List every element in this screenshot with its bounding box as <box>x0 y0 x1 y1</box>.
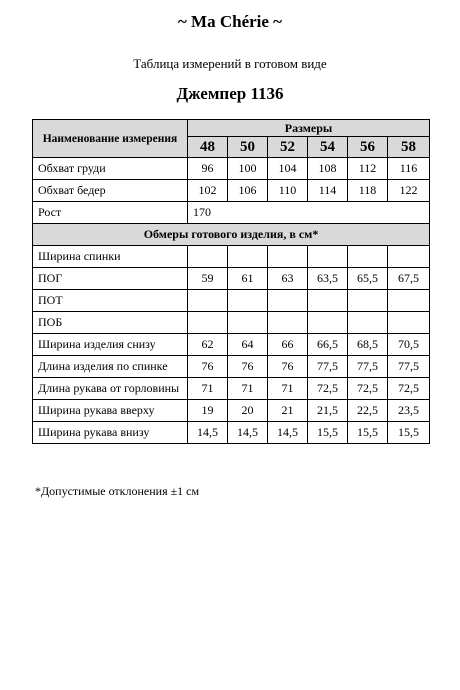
table-row <box>33 202 430 224</box>
value-cell: 21 <box>268 400 308 422</box>
value-cell: 108 <box>308 158 348 180</box>
table-row <box>33 400 430 422</box>
value-cell: 122 <box>388 180 430 202</box>
size-cell: 50 <box>228 137 268 158</box>
value-cell: 100 <box>228 158 268 180</box>
size-cell: 52 <box>268 137 308 158</box>
table-row <box>33 180 430 202</box>
row-label: Ширина рукава вверху <box>33 400 188 422</box>
table-row <box>33 334 430 356</box>
value-cell: 76 <box>188 356 228 378</box>
value-cell: 14,5 <box>228 422 268 444</box>
value-cell <box>268 290 308 312</box>
row-label: ПОГ <box>33 268 188 290</box>
table-row <box>33 356 430 378</box>
value-cell <box>188 290 228 312</box>
brand-title: ~ Ma Chérie ~ <box>177 12 283 31</box>
value-cell: 70,5 <box>388 334 430 356</box>
value-cell: 76 <box>268 356 308 378</box>
value-cell <box>268 246 308 268</box>
row-label: ПОБ <box>33 312 188 334</box>
size-cell: 58 <box>388 137 430 158</box>
value-cell <box>348 246 388 268</box>
value-cell: 63,5 <box>308 268 348 290</box>
measurement-name-header: Наименование измерения <box>33 120 188 158</box>
value-cell: 71 <box>268 378 308 400</box>
section-row <box>33 224 430 246</box>
value-cell: 63 <box>268 268 308 290</box>
row-label: Ширина изделия снизу <box>33 334 188 356</box>
value-cell: 114 <box>308 180 348 202</box>
table-row <box>33 378 430 400</box>
value-cell: 77,5 <box>308 356 348 378</box>
row-label: ПОТ <box>33 290 188 312</box>
value-cell: 22,5 <box>348 400 388 422</box>
value-cell <box>388 290 430 312</box>
value-cell: 106 <box>228 180 268 202</box>
value-cell <box>308 312 348 334</box>
value-cell: 72,5 <box>388 378 430 400</box>
value-cell <box>228 290 268 312</box>
value-cell <box>188 246 228 268</box>
value-cell: 14,5 <box>188 422 228 444</box>
row-label: Обхват груди <box>33 158 188 180</box>
value-cell: 72,5 <box>348 378 388 400</box>
table-row <box>33 158 430 180</box>
value-cell: 61 <box>228 268 268 290</box>
value-cell: 20 <box>228 400 268 422</box>
row-label: Рост <box>33 202 188 224</box>
height-value: 170 <box>188 202 430 224</box>
table-row <box>33 290 430 312</box>
product-title: Джемпер 1136 <box>176 84 284 103</box>
value-cell <box>388 312 430 334</box>
table-row <box>33 268 430 290</box>
value-cell <box>228 312 268 334</box>
value-cell: 15,5 <box>308 422 348 444</box>
row-label: Длина рукава от горловины <box>33 378 188 400</box>
value-cell: 116 <box>388 158 430 180</box>
value-cell: 118 <box>348 180 388 202</box>
value-cell: 62 <box>188 334 228 356</box>
size-cell: 48 <box>188 137 228 158</box>
value-cell: 76 <box>228 356 268 378</box>
value-cell <box>268 312 308 334</box>
value-cell <box>348 290 388 312</box>
value-cell: 72,5 <box>308 378 348 400</box>
value-cell: 19 <box>188 400 228 422</box>
sizes-header: Размеры <box>188 120 430 137</box>
document-subtitle: Таблица измерений в готовом виде <box>133 56 327 71</box>
value-cell: 102 <box>188 180 228 202</box>
value-cell: 110 <box>268 180 308 202</box>
value-cell: 71 <box>188 378 228 400</box>
value-cell <box>228 246 268 268</box>
value-cell <box>348 312 388 334</box>
value-cell: 67,5 <box>388 268 430 290</box>
section-header: Обмеры готового изделия, в см* <box>33 224 430 246</box>
table-row <box>33 312 430 334</box>
value-cell <box>188 312 228 334</box>
measurements-table <box>32 119 430 444</box>
table-row <box>33 246 430 268</box>
row-label: Ширина рукава внизу <box>33 422 188 444</box>
row-label: Длина изделия по спинке <box>33 356 188 378</box>
value-cell: 77,5 <box>388 356 430 378</box>
value-cell: 59 <box>188 268 228 290</box>
value-cell: 15,5 <box>348 422 388 444</box>
value-cell: 64 <box>228 334 268 356</box>
row-label: Обхват бедер <box>33 180 188 202</box>
value-cell: 23,5 <box>388 400 430 422</box>
value-cell: 14,5 <box>268 422 308 444</box>
value-cell: 96 <box>188 158 228 180</box>
size-cell: 56 <box>348 137 388 158</box>
value-cell: 68,5 <box>348 334 388 356</box>
value-cell: 65,5 <box>348 268 388 290</box>
value-cell: 21,5 <box>308 400 348 422</box>
table-row <box>33 422 430 444</box>
tolerance-note: *Допустимые отклонения ±1 см <box>35 484 200 498</box>
value-cell: 66,5 <box>308 334 348 356</box>
value-cell: 71 <box>228 378 268 400</box>
value-cell: 66 <box>268 334 308 356</box>
value-cell: 104 <box>268 158 308 180</box>
value-cell: 15,5 <box>388 422 430 444</box>
value-cell <box>388 246 430 268</box>
value-cell <box>308 290 348 312</box>
value-cell <box>308 246 348 268</box>
value-cell: 77,5 <box>348 356 388 378</box>
row-label: Ширина спинки <box>33 246 188 268</box>
value-cell: 112 <box>348 158 388 180</box>
size-cell: 54 <box>308 137 348 158</box>
